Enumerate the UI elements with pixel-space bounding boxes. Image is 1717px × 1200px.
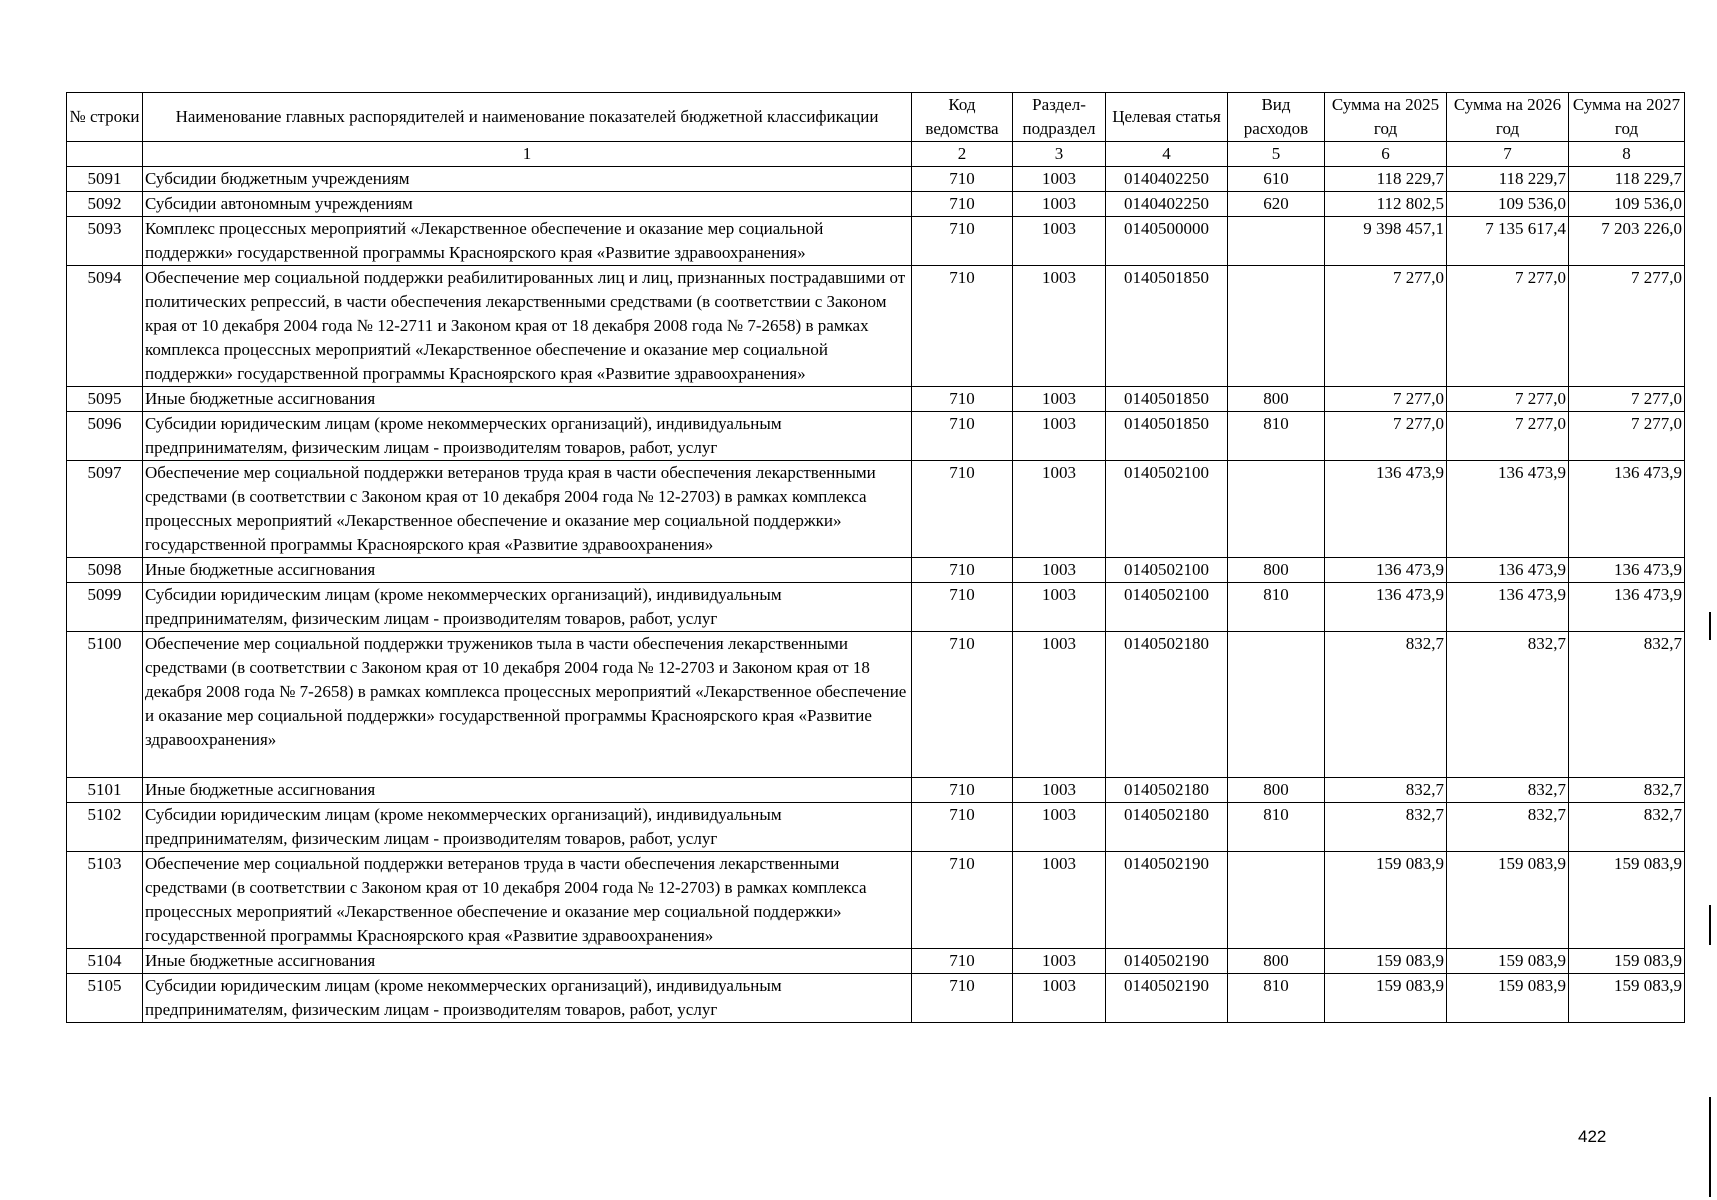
row-expense-type: 800 (1228, 387, 1325, 412)
header-target: Целевая статья (1106, 93, 1228, 142)
column-number: 2 (912, 142, 1013, 167)
header-sum-2026: Сумма на 2026 год (1447, 93, 1569, 142)
row-expense-type (1228, 217, 1325, 266)
row-name: Субсидии бюджетным учреждениям (143, 167, 912, 192)
row-section: 1003 (1013, 167, 1106, 192)
scan-edge-mark (1709, 905, 1711, 945)
table-row (67, 949, 1685, 974)
table-row (67, 167, 1685, 192)
row-number: 5097 (67, 461, 143, 558)
row-name: Обеспечение мер социальной поддержки ветеранов труда края в части обеспечения лекарственными средствами (в соответствии с Законом края от 10 декабря 2004 года № 12-2703) в рамках комплекса процессных мероприятий «Лекарственное обеспечение и оказание мер социальной поддержки» государственной программы Красноярского края «Развитие здравоохранения» (143, 461, 912, 558)
row-name: Субсидии юридическим лицам (кроме некоммерческих организаций), индивидуальным предпринимателям, физическим лицам - производителям товаров, работ, услуг (143, 583, 912, 632)
row-section: 1003 (1013, 192, 1106, 217)
row-expense-type (1228, 632, 1325, 778)
row-sum-2026: 118 229,7 (1447, 167, 1569, 192)
row-sum-2026: 159 083,9 (1447, 852, 1569, 949)
row-sum-2025: 159 083,9 (1325, 974, 1447, 1023)
row-sum-2025: 136 473,9 (1325, 558, 1447, 583)
row-dept-code: 710 (912, 632, 1013, 778)
row-target: 0140502180 (1106, 632, 1228, 778)
row-sum-2026: 136 473,9 (1447, 558, 1569, 583)
table-row (67, 632, 1685, 778)
row-sum-2027: 7 277,0 (1569, 266, 1685, 387)
row-sum-2025: 118 229,7 (1325, 167, 1447, 192)
row-number: 5092 (67, 192, 143, 217)
row-section: 1003 (1013, 778, 1106, 803)
row-target: 0140501850 (1106, 266, 1228, 387)
row-sum-2027: 118 229,7 (1569, 167, 1685, 192)
row-expense-type (1228, 266, 1325, 387)
row-sum-2027: 7 277,0 (1569, 412, 1685, 461)
table-row (67, 192, 1685, 217)
table-body (67, 167, 1685, 1023)
row-number: 5100 (67, 632, 143, 778)
row-expense-type: 620 (1228, 192, 1325, 217)
row-dept-code: 710 (912, 778, 1013, 803)
row-expense-type: 810 (1228, 412, 1325, 461)
row-number: 5094 (67, 266, 143, 387)
row-sum-2025: 9 398 457,1 (1325, 217, 1447, 266)
row-dept-code: 710 (912, 974, 1013, 1023)
row-sum-2025: 7 277,0 (1325, 412, 1447, 461)
row-target: 0140500000 (1106, 217, 1228, 266)
row-sum-2027: 7 277,0 (1569, 387, 1685, 412)
row-sum-2026: 159 083,9 (1447, 974, 1569, 1023)
row-sum-2026: 136 473,9 (1447, 583, 1569, 632)
table-row (67, 412, 1685, 461)
table-row (67, 974, 1685, 1023)
row-target: 0140501850 (1106, 412, 1228, 461)
row-number: 5105 (67, 974, 143, 1023)
row-dept-code: 710 (912, 949, 1013, 974)
header-section: Раздел-подраздел (1013, 93, 1106, 142)
row-sum-2027: 832,7 (1569, 778, 1685, 803)
row-expense-type: 810 (1228, 583, 1325, 632)
row-expense-type (1228, 461, 1325, 558)
row-dept-code: 710 (912, 217, 1013, 266)
row-dept-code: 710 (912, 266, 1013, 387)
row-sum-2026: 7 277,0 (1447, 412, 1569, 461)
table-row (67, 583, 1685, 632)
table-row (67, 266, 1685, 387)
column-number: 4 (1106, 142, 1228, 167)
table-row (67, 387, 1685, 412)
row-number: 5096 (67, 412, 143, 461)
row-name: Обеспечение мер социальной поддержки ветеранов труда в части обеспечения лекарственными средствами (в соответствии с Законом края от 10 декабря 2004 года № 12-2703) в рамках комплекса процессных мероприятий «Лекарственное обеспечение и оказание мер социальной поддержки» государственной программы Красноярского края «Развитие здравоохранения» (143, 852, 912, 949)
table-row (67, 778, 1685, 803)
row-section: 1003 (1013, 217, 1106, 266)
row-number: 5101 (67, 778, 143, 803)
scan-edge-mark (1709, 612, 1711, 640)
row-number: 5099 (67, 583, 143, 632)
row-expense-type: 800 (1228, 949, 1325, 974)
row-section: 1003 (1013, 949, 1106, 974)
row-name: Иные бюджетные ассигнования (143, 949, 912, 974)
column-number-blank (67, 142, 143, 167)
row-number: 5102 (67, 803, 143, 852)
row-sum-2026: 159 083,9 (1447, 949, 1569, 974)
row-sum-2027: 136 473,9 (1569, 461, 1685, 558)
row-target: 0140502190 (1106, 852, 1228, 949)
header-sum-2025: Сумма на 2025 год (1325, 93, 1447, 142)
page-number: 422 (1578, 1127, 1607, 1146)
row-target: 0140502100 (1106, 558, 1228, 583)
row-sum-2027: 159 083,9 (1569, 949, 1685, 974)
row-target: 0140502100 (1106, 583, 1228, 632)
row-name: Субсидии юридическим лицам (кроме некоммерческих организаций), индивидуальным предпринимателям, физическим лицам - производителям товаров, работ, услуг (143, 803, 912, 852)
header-expense-type: Вид расходов (1228, 93, 1325, 142)
row-sum-2025: 136 473,9 (1325, 583, 1447, 632)
header-name: Наименование главных распорядителей и наименование показателей бюджетной классификации (143, 93, 912, 142)
row-sum-2026: 7 135 617,4 (1447, 217, 1569, 266)
column-number-row (67, 142, 1685, 167)
row-section: 1003 (1013, 632, 1106, 778)
row-expense-type: 810 (1228, 803, 1325, 852)
row-sum-2027: 136 473,9 (1569, 558, 1685, 583)
row-target: 0140402250 (1106, 192, 1228, 217)
table-row (67, 558, 1685, 583)
row-sum-2025: 832,7 (1325, 778, 1447, 803)
header-sum-2027: Сумма на 2027 год (1569, 93, 1685, 142)
row-sum-2025: 112 802,5 (1325, 192, 1447, 217)
column-number: 1 (143, 142, 912, 167)
row-expense-type: 810 (1228, 974, 1325, 1023)
row-sum-2027: 7 203 226,0 (1569, 217, 1685, 266)
row-sum-2025: 159 083,9 (1325, 949, 1447, 974)
row-sum-2026: 832,7 (1447, 778, 1569, 803)
row-expense-type: 610 (1228, 167, 1325, 192)
row-sum-2025: 7 277,0 (1325, 266, 1447, 387)
column-number: 5 (1228, 142, 1325, 167)
row-name: Комплекс процессных мероприятий «Лекарственное обеспечение и оказание мер социальной поддержки» государственной программы Красноярского края «Развитие здравоохранения» (143, 217, 912, 266)
row-section: 1003 (1013, 461, 1106, 558)
table-row (67, 852, 1685, 949)
row-expense-type: 800 (1228, 778, 1325, 803)
row-dept-code: 710 (912, 192, 1013, 217)
row-sum-2026: 109 536,0 (1447, 192, 1569, 217)
row-target: 0140502180 (1106, 778, 1228, 803)
row-name: Иные бюджетные ассигнования (143, 778, 912, 803)
row-sum-2027: 159 083,9 (1569, 852, 1685, 949)
budget-table (66, 92, 1685, 1023)
row-target: 0140502190 (1106, 974, 1228, 1023)
row-number: 5091 (67, 167, 143, 192)
row-sum-2025: 136 473,9 (1325, 461, 1447, 558)
row-section: 1003 (1013, 387, 1106, 412)
header-dept-code: Код ведомства (912, 93, 1013, 142)
row-sum-2027: 832,7 (1569, 803, 1685, 852)
row-section: 1003 (1013, 852, 1106, 949)
row-target: 0140502190 (1106, 949, 1228, 974)
row-dept-code: 710 (912, 387, 1013, 412)
row-name: Иные бюджетные ассигнования (143, 558, 912, 583)
row-sum-2027: 159 083,9 (1569, 974, 1685, 1023)
row-target: 0140502180 (1106, 803, 1228, 852)
row-number: 5104 (67, 949, 143, 974)
column-number: 8 (1569, 142, 1685, 167)
row-name: Субсидии юридическим лицам (кроме некоммерческих организаций), индивидуальным предпринимателям, физическим лицам - производителям товаров, работ, услуг (143, 974, 912, 1023)
row-section: 1003 (1013, 583, 1106, 632)
row-dept-code: 710 (912, 461, 1013, 558)
row-expense-type (1228, 852, 1325, 949)
row-sum-2027: 136 473,9 (1569, 583, 1685, 632)
table-header-row (67, 93, 1685, 142)
budget-document (66, 92, 1684, 1023)
table-row (67, 803, 1685, 852)
row-sum-2026: 832,7 (1447, 632, 1569, 778)
row-sum-2026: 136 473,9 (1447, 461, 1569, 558)
row-dept-code: 710 (912, 558, 1013, 583)
column-number: 7 (1447, 142, 1569, 167)
table-row (67, 461, 1685, 558)
column-number: 6 (1325, 142, 1447, 167)
row-section: 1003 (1013, 803, 1106, 852)
row-name: Субсидии автономным учреждениям (143, 192, 912, 217)
row-dept-code: 710 (912, 803, 1013, 852)
row-sum-2027: 832,7 (1569, 632, 1685, 778)
row-sum-2025: 832,7 (1325, 632, 1447, 778)
row-sum-2025: 7 277,0 (1325, 387, 1447, 412)
row-target: 0140402250 (1106, 167, 1228, 192)
row-number: 5103 (67, 852, 143, 949)
column-number: 3 (1013, 142, 1106, 167)
row-dept-code: 710 (912, 583, 1013, 632)
row-dept-code: 710 (912, 852, 1013, 949)
scan-edge-mark (1709, 1097, 1711, 1197)
row-name: Обеспечение мер социальной поддержки тружеников тыла в части обеспечения лекарственными средствами (в соответствии с Законом края от 10 декабря 2004 года № 12-2703 и Законом края от 18 декабря 2008 года № 7-2658) в рамках комплекса процессных мероприятий «Лекарственное обеспечение и оказание мер социальной поддержки» государственной программы Красноярского края «Развитие здравоохранения» (143, 632, 912, 778)
row-number: 5095 (67, 387, 143, 412)
row-name: Иные бюджетные ассигнования (143, 387, 912, 412)
row-expense-type: 800 (1228, 558, 1325, 583)
table-row (67, 217, 1685, 266)
row-name: Субсидии юридическим лицам (кроме некоммерческих организаций), индивидуальным предпринимателям, физическим лицам - производителям товаров, работ, услуг (143, 412, 912, 461)
row-dept-code: 710 (912, 167, 1013, 192)
row-section: 1003 (1013, 412, 1106, 461)
row-sum-2026: 7 277,0 (1447, 266, 1569, 387)
row-target: 0140502100 (1106, 461, 1228, 558)
header-row-no: № строки (67, 93, 143, 142)
row-sum-2027: 109 536,0 (1569, 192, 1685, 217)
row-number: 5093 (67, 217, 143, 266)
row-dept-code: 710 (912, 412, 1013, 461)
row-sum-2026: 7 277,0 (1447, 387, 1569, 412)
row-target: 0140501850 (1106, 387, 1228, 412)
row-sum-2025: 159 083,9 (1325, 852, 1447, 949)
row-section: 1003 (1013, 558, 1106, 583)
row-sum-2025: 832,7 (1325, 803, 1447, 852)
row-section: 1003 (1013, 974, 1106, 1023)
row-number: 5098 (67, 558, 143, 583)
row-name: Обеспечение мер социальной поддержки реабилитированных лиц и лиц, признанных пострадавшими от политических репрессий, в части обеспечения лекарственными средствами (в соответствии с Законом края от 10 декабря 2004 года № 12-2711 и Законом края от 18 декабря 2008 года № 7-2658) в рамках комплекса процессных мероприятий «Лекарственное обеспечение и оказание мер социальной поддержки» государственной программы Красноярского края «Развитие здравоохранения» (143, 266, 912, 387)
row-section: 1003 (1013, 266, 1106, 387)
row-sum-2026: 832,7 (1447, 803, 1569, 852)
